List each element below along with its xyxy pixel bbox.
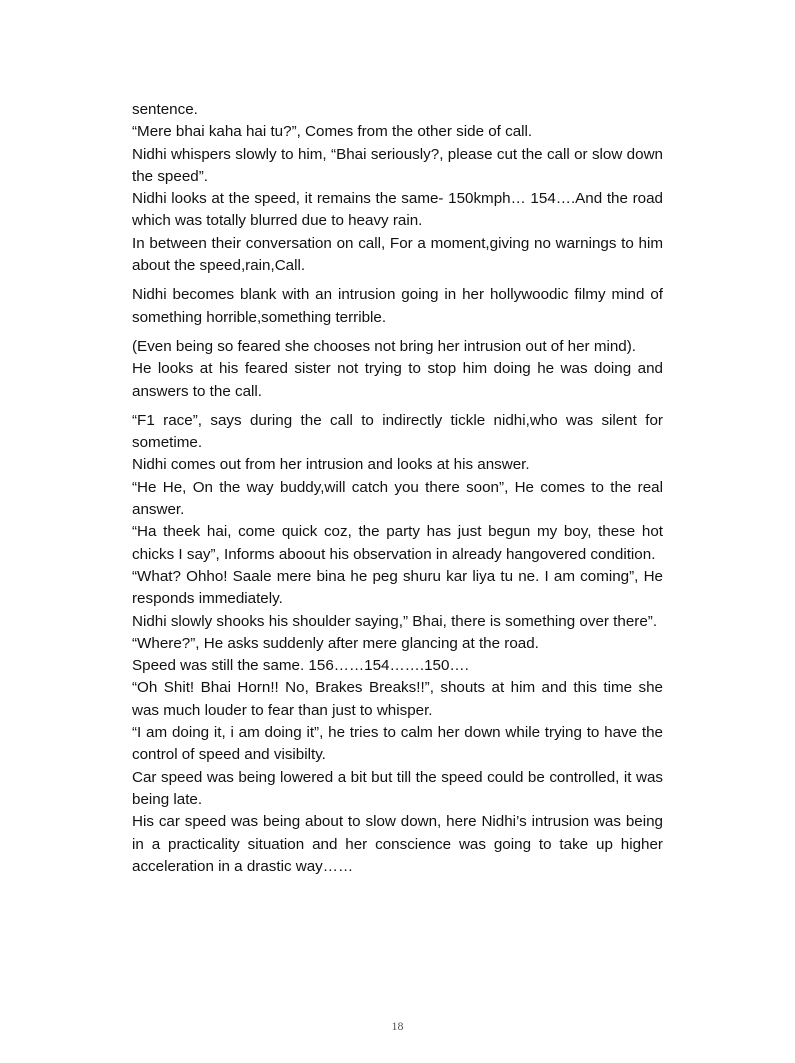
paragraph: “F1 race”, says during the call to indirectly tickle nidhi,who was silent for sometime. [132, 411, 663, 452]
paragraph: “Where?”, He asks suddenly after mere glancing at the road. [132, 634, 539, 652]
paragraph: Nidhi comes out from her intrusion and looks at his answer. [132, 456, 530, 474]
paragraph: In between their conversation on call, For a moment,giving no warnings to him about the speed,rain,Call. [132, 234, 663, 275]
paragraph: “What? Ohho! Saale mere bina he peg shuru kar liya tu ne. I am coming”, He responds immediately. [132, 567, 663, 608]
paragraph: Speed was still the same. 156……154…….150…. [132, 657, 469, 675]
page-number: 18 [391, 1019, 404, 1033]
paragraph: Nidhi slowly shooks his shoulder saying,” Bhai, there is something over there”. [132, 612, 658, 630]
paragraph: “He He, On the way buddy,will catch you there soon”, He comes to the real answer. [132, 478, 663, 519]
paragraph: Nidhi whispers slowly to him, “Bhai seriously?, please cut the call or slow down the speed”. [132, 145, 663, 185]
paragraph: Nidhi looks at the speed, it remains the same- 150kmph… 154….And the road which was totally blurred due to heavy rain. [132, 190, 663, 230]
paragraph: sentence. [132, 101, 198, 118]
paragraph: (Even being so feared she chooses not bring her intrusion out of her mind). [132, 337, 637, 355]
paragraph: He looks at his feared sister not trying to stop him doing he was doing and answers to the call. [132, 360, 663, 400]
paragraph: His car speed was being about to slow down, here Nidhi’s intrusion was being in a practicality situation and her conscience was going to take up higher acceleration in a drastic way…… [132, 813, 663, 875]
paragraph: Nidhi becomes blank with an intrusion going in her hollywoodic filmy mind of something horrible,something terrible. [132, 286, 663, 326]
page-body [132, 99, 663, 878]
paragraph: “Mere bhai kaha hai tu?”, Comes from the other side of call. [132, 123, 533, 141]
paragraph: “Ha theek hai, come quick coz, the party has just begun my boy, these hot chicks I say”, Informs aboout his observation in already hangovered condition. [132, 523, 663, 563]
paragraph: “I am doing it, i am doing it”, he tries to calm her down while trying to have the control of speed and visibilty. [132, 724, 663, 764]
paragraph: “Oh Shit! Bhai Horn!! No, Brakes Breaks!!”, shouts at him and this time she was much louder to fear than just to whisper. [132, 679, 663, 719]
paragraph: Car speed was being lowered a bit but till the speed could be controlled, it was being late. [132, 768, 663, 808]
